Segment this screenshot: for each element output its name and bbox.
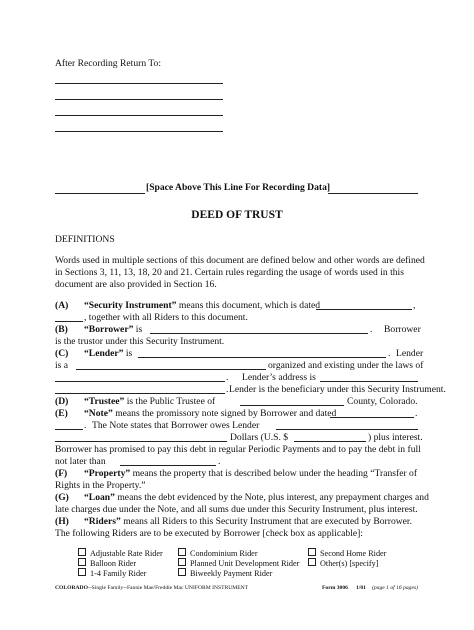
definition-h-text1: means all Riders to this Security Instrument that are executed by Borrower.	[123, 516, 412, 527]
definition-e-text2: The Note states that Borrower owes Lender	[92, 420, 260, 431]
footer-state: COLORADO	[55, 585, 88, 591]
borrower-name-blank	[150, 333, 368, 334]
rider-label: 1-4 Family Rider	[90, 569, 147, 578]
definition-c-text3: is a	[55, 360, 69, 371]
lender-name-blank	[138, 357, 386, 358]
period-text: .	[415, 408, 418, 419]
period-text: .	[226, 384, 229, 395]
definitions-intro-line: document are also provided in Section 16.	[55, 279, 217, 290]
definition-d-label: (D)	[55, 396, 69, 407]
definition-e-text5: Borrower has promised to pay this debt in regular Periodic Payments and to pay the debt in full	[55, 444, 421, 455]
date-blank-cont	[55, 321, 83, 322]
date-blank	[316, 309, 412, 310]
checkbox-icon[interactable]	[178, 548, 186, 556]
county-blank	[240, 405, 344, 406]
definition-f-label: (F)	[55, 468, 68, 479]
footer-form-id	[55, 584, 248, 592]
return-address-line	[55, 83, 223, 84]
definition-b-label: (B)	[55, 324, 68, 335]
footer-page-count: (page 1 of 16 pages)	[372, 585, 418, 591]
space-above-right-line	[328, 193, 418, 194]
definition-d-text2: County, Colorado.	[347, 396, 418, 407]
amount-number-blank	[294, 441, 366, 442]
space-above-text: [Space Above This Line For Recording Data]	[146, 182, 331, 193]
definition-b-term: “Borrower”	[84, 324, 134, 335]
checkbox-icon[interactable]	[178, 568, 186, 576]
definition-e-term: “Note”	[84, 408, 113, 419]
definition-c-term: “Lender”	[84, 348, 124, 359]
definitions-intro-line: Words used in multiple sections of this document are defined below and other words are defined	[55, 255, 425, 266]
definition-d-term: “Trustee”	[84, 396, 125, 407]
lender-law-blank	[55, 381, 225, 382]
space-above-left-line	[55, 193, 145, 194]
footer-form-date: 1/01	[356, 585, 366, 591]
definition-g-term: “Loan”	[84, 492, 115, 503]
definition-a-label: (A)	[55, 300, 69, 311]
definition-g-line1	[84, 492, 429, 504]
period-text: .	[370, 324, 373, 335]
definition-h-text2: The following Riders are to be executed by Borrower [check box as applicable]:	[55, 528, 363, 539]
definition-c-text6: Lender is the beneficiary under this Security Instrument.	[229, 384, 446, 395]
checkbox-icon[interactable]	[78, 568, 86, 576]
definition-c-label: (C)	[55, 348, 69, 359]
definition-f-term: “Property”	[84, 468, 131, 479]
definition-f-text1: means the property that is described below under the heading “Transfer of	[132, 468, 418, 479]
definition-a-term: “Security Instrument”	[84, 300, 177, 311]
lender-entity-blank	[76, 369, 266, 370]
lender-address-blank-cont	[55, 393, 225, 394]
definition-h-term: “Riders”	[84, 516, 121, 527]
definition-b-text1: is	[135, 324, 143, 335]
definition-h-label: (H)	[55, 516, 69, 527]
definition-a-text1: means this document, which is dated	[178, 300, 321, 311]
checkbox-icon[interactable]	[308, 558, 316, 566]
definition-f-text2: Rights in the Property.”	[55, 480, 146, 491]
definition-a-text2: , together with all Riders to this document.	[84, 312, 248, 323]
return-address-line	[55, 99, 223, 100]
checkbox-icon[interactable]	[78, 548, 86, 556]
return-label: After Recording Return To:	[55, 58, 161, 69]
checkbox-icon[interactable]	[78, 558, 86, 566]
period-text: .	[84, 420, 87, 431]
lender-address-blank	[320, 381, 418, 382]
definition-g-text2: late charges due under the Note, and all sums due under this Security Instrument, plus interest.	[55, 504, 418, 515]
definition-a-line1	[84, 300, 320, 312]
rider-label: Adjustable Rate Rider	[90, 549, 163, 558]
rider-checkbox-other[interactable]	[308, 558, 378, 569]
maturity-date-blank	[120, 465, 216, 466]
rider-label: Condominium Rider	[190, 549, 258, 558]
definition-e-line1	[84, 408, 336, 420]
definition-e-text1: means the promissory note signed by Borrower and dated	[115, 408, 337, 419]
definition-c-text5: Lender’s address is	[242, 372, 316, 383]
definition-c-line1	[84, 348, 132, 360]
rider-label: Planned Unit Development Rider	[190, 559, 300, 568]
period-text: .	[388, 348, 391, 359]
return-address-line	[55, 115, 223, 116]
definition-e-label: (E)	[55, 408, 68, 419]
rider-label: Biweekly Payment Rider	[190, 569, 273, 578]
definition-e-text4: ) plus interest.	[368, 432, 423, 443]
definition-d-line1	[84, 396, 215, 408]
document-title: DEED OF TRUST	[191, 209, 283, 221]
rider-label: Second Home Rider	[320, 549, 387, 558]
return-address-line	[55, 131, 223, 132]
definition-e-text3: Dollars (U.S. $	[230, 432, 289, 443]
definition-g-label: (G)	[55, 492, 69, 503]
definitions-heading: DEFINITIONS	[55, 234, 115, 245]
definition-f-line1	[84, 468, 417, 480]
note-date-blank-cont	[55, 429, 83, 430]
rider-checkbox-biweekly[interactable]	[178, 568, 272, 579]
comma-text: ,	[413, 300, 416, 311]
checkbox-icon[interactable]	[308, 548, 316, 556]
definition-g-text1: means the debt evidenced by the Note, plus interest, any prepayment charges and	[117, 492, 429, 503]
checkbox-icon[interactable]	[178, 558, 186, 566]
definition-h-line1	[84, 516, 412, 528]
definition-c-text2: Lender	[396, 348, 424, 359]
period-text: .	[226, 372, 229, 383]
period-text: .	[218, 456, 221, 467]
note-date-blank	[330, 417, 414, 418]
definition-b-text3: is the trustor under this Security Instrument.	[55, 336, 225, 347]
definition-c-text1: is	[125, 348, 133, 359]
rider-label: Other(s) [specify]	[320, 559, 379, 568]
footer-form-number: Form 3006	[322, 585, 348, 591]
footer-desc: --Single Family--Fannie Mae/Freddie Mac UNIFORM INSTRUMENT	[87, 585, 249, 591]
amount-words-blank-cont	[55, 441, 227, 442]
amount-words-blank	[276, 429, 418, 430]
definition-d-text1: is the Public Trustee of	[126, 396, 216, 407]
rider-label: Balloon Rider	[90, 559, 137, 568]
definition-b-line1	[84, 324, 142, 336]
definitions-intro-line: in Sections 3, 11, 13, 18, 20 and 21. Certain rules regarding the usage of words used in this	[55, 267, 404, 278]
rider-checkbox-1-4-family[interactable]	[78, 568, 146, 579]
definition-c-text4: organized and existing under the laws of	[268, 360, 424, 371]
definition-b-text2: Borrower	[384, 324, 421, 335]
definition-e-text6: not later than	[55, 456, 106, 467]
